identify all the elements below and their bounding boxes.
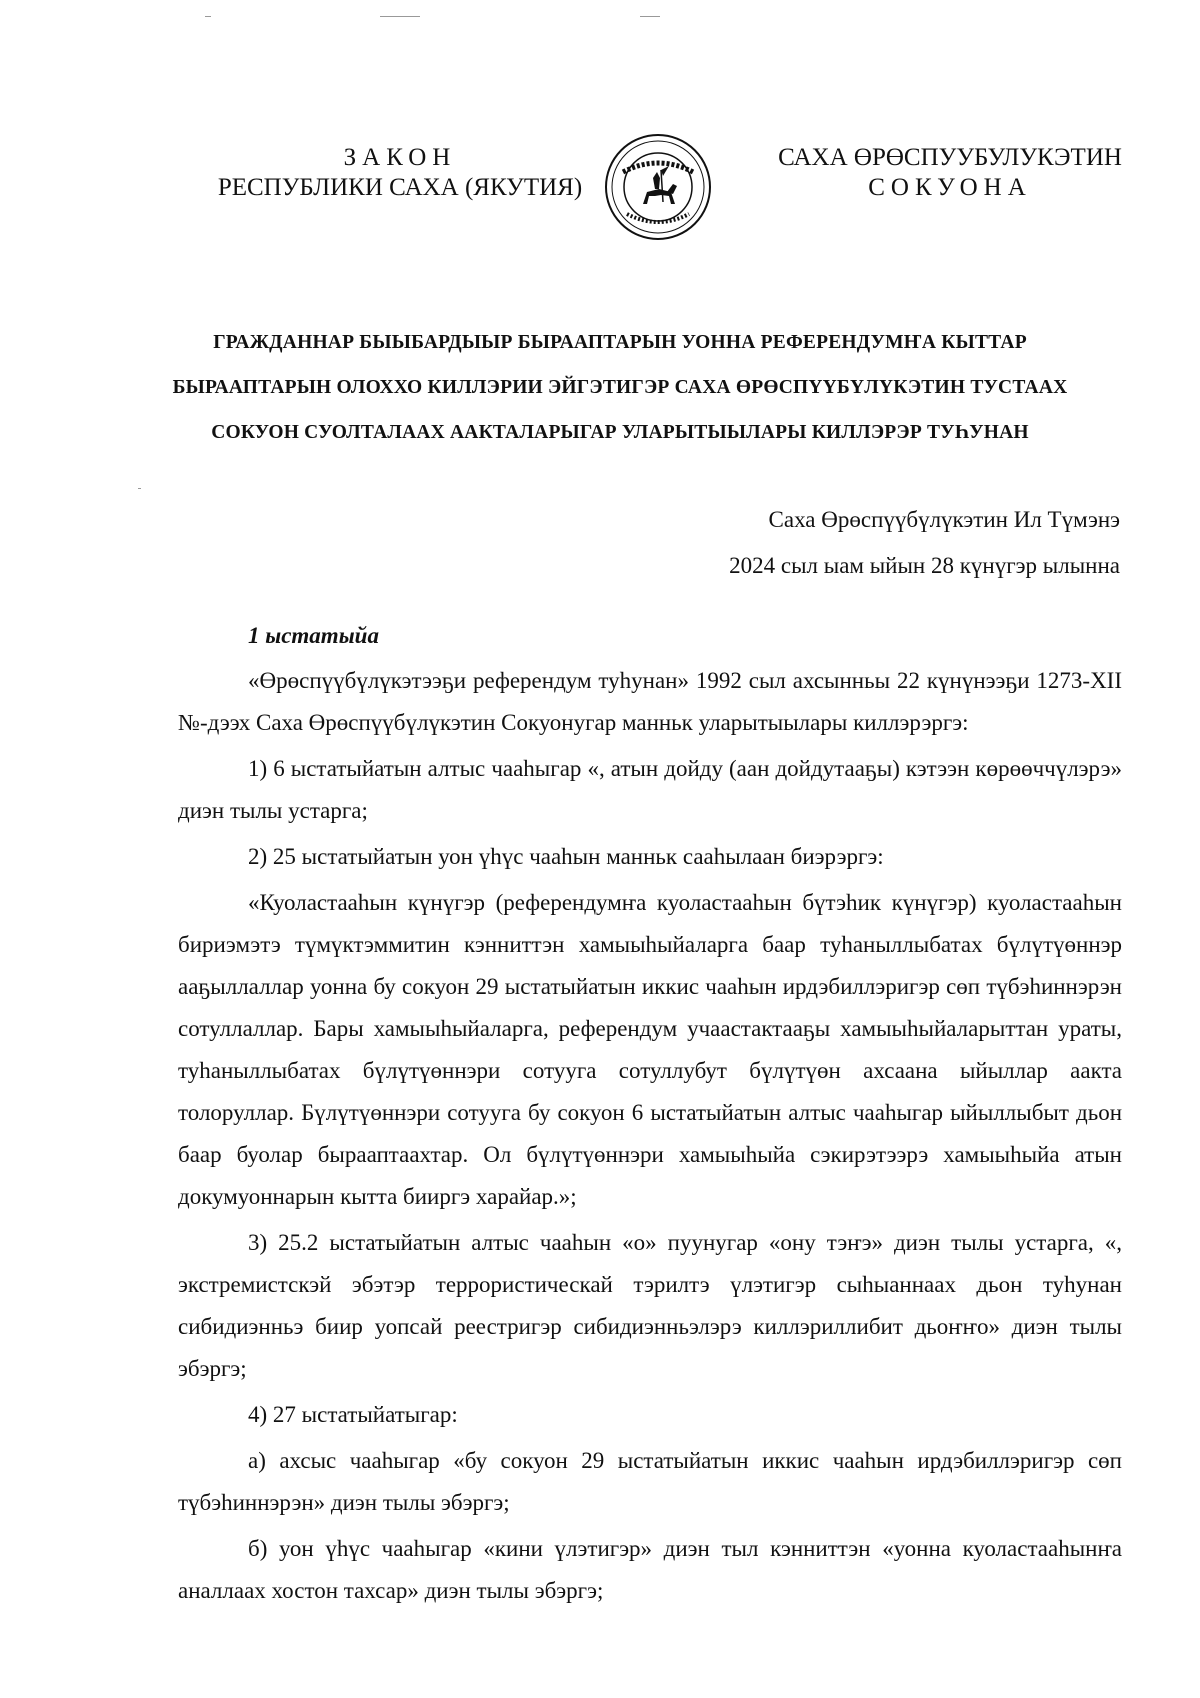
header-russian: [210, 143, 590, 203]
header-republic-name-yakut: САХА ӨРӨСПУУБУЛУКЭТИН: [778, 144, 1122, 171]
adopting-body: Саха Өрөспүүбүлүкэтин Ил Түмэнэ: [768, 507, 1120, 532]
scan-artifact: [138, 488, 141, 489]
adoption-date: 2024 сыл ыам ыйын 28 күнүгэр ылынна: [729, 553, 1120, 578]
paragraph: 4) 27 ыстатыйатыгар:: [248, 1402, 458, 1427]
article-body: [178, 660, 1122, 1616]
document-title: [170, 320, 1070, 455]
header-law-label-yakut: СОКУОНА: [868, 174, 1032, 201]
paragraph: а) ахсыс чааһыгар «бу сокуон 29 ыстатыйатын иккис чааһын ирдэбиллэригэр сөп түбэһиннэрэн» диэн тылы эбэргэ;: [178, 1448, 1122, 1515]
paragraph: б) уон үһүс чааһыгар «кини үлэтигэр» диэн тыл кэнниттэн «уонна куоластааһынҥа аналлаах хостон тахсар» диэн тылы эбэргэ;: [178, 1536, 1122, 1603]
title-line: СОКУОН СУОЛТАЛААХ ААКТАЛАРЫГАР УЛАРЫТЫЫЛАРЫ КИЛЛЭРЭР ТУҺУНАН: [211, 422, 1029, 443]
header-yakut: [760, 143, 1140, 203]
title-line: ГРАЖДАННАР БЫЫБАРДЫЫР БЫРААПТАРЫН УОННА РЕФЕРЕНДУМҤА КЫТТАР: [213, 332, 1027, 353]
paragraph: «Өрөспүүбүлүкэтээҕи референдум туһунан» 1992 сыл ахсынньы 22 күнүнээҕи 1273-XII №-дээх Саха Өрөспүүбүлүкэтин Сокуонугар манньк уларытыылары киллэрэргэ:: [178, 668, 1122, 735]
scan-artifact: [205, 16, 211, 17]
paragraph: 2) 25 ыстатыйатын уон үһүс чааһын манньк сааһылаан биэрэргэ:: [248, 844, 884, 869]
paragraph: 3) 25.2 ыстатыйатын алтыс чааһын «о» пуунугар «ону тэҥэ» диэн тылы устарга, «, экстремистскэй эбэтэр террористическай тэрилтэ үлэтигэр сыһыаннаах дьон туһунан сибидиэнньэ биир уопсай реестригэр сибидиэнньэлэрэ киллэриллибит дьоҥҥо» диэн тылы эбэргэ;: [178, 1230, 1122, 1381]
header-republic-name: РЕСПУБЛИКИ САХА (ЯКУТИЯ): [217, 174, 583, 201]
paragraph: 1) 6 ыстатыйатын алтыс чааһыгар «, атын дойду (аан дойдутааҕы) кэтээн көрөөччүлэрэ» диэн тылы устарга;: [178, 756, 1122, 823]
title-line: БЫРААПТАРЫН ОЛОХХО КИЛЛЭРИИ ЭЙГЭТИГЭР САХА ӨРӨСПҮҮБҮЛҮКЭТИН ТУСТААХ: [172, 377, 1068, 398]
paragraph: «Куоластааһын күнүгэр (референдумҥа куоластааһын бүтэһик күнүгэр) куоластааһын бириэмэтэ түмүктэммитин кэнниттэн хамыыһыйаларга баар туһаныллыбатах бүлүтүөннэр ааҕыллаллар уонна бу сокуон 29 ыстатыйатын иккис чааһын ирдэбиллэригэр сөп түбэһиннэрэн сотуллаллар. Бары хамыыһыйаларга, референдум учаастактааҕы хамыыһыйаларыттан ураты, туһаныллыбатах бүлүтүөннэри сотууга сотуллубут бүлүтүөн ахсаана ыйыллар аакта толоруллар. Бүлүтүөннэри сотууга бу сокуон 6 ыстатыйатын алтыс чааһыгар ыйыллыбыт дьон баар буолар бырааптаахтар. Ол бүлүтүөннэри хамыыһыйа сэкирэтээрэ хамыыһыйа атын докумуоннарын кытта бииргэ харайар.»;: [178, 890, 1122, 1209]
scan-artifact: [640, 16, 660, 17]
sakha-republic-coat-of-arms-icon: [603, 132, 713, 242]
scan-artifact: [380, 16, 420, 17]
header-law-label: ЗАКОН: [343, 144, 457, 171]
article-heading: 1 ыстатыйа: [248, 623, 379, 648]
adoption-block: [640, 497, 1120, 589]
